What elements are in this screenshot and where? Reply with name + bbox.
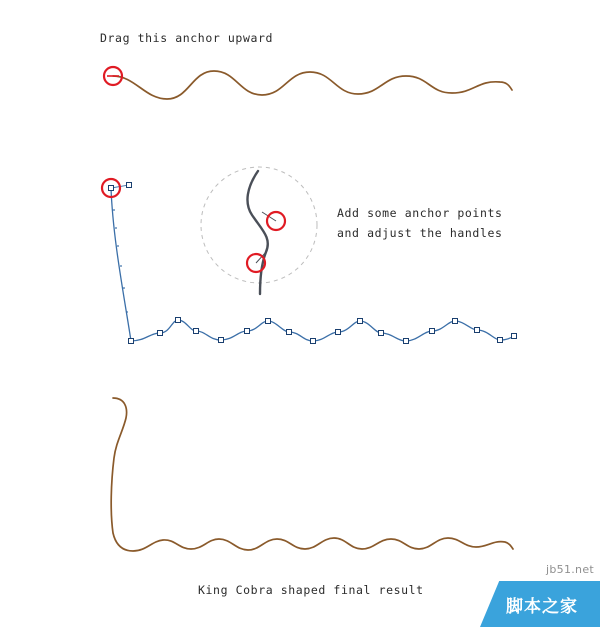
- anchor-marker-1[interactable]: [104, 67, 122, 85]
- selected-path-neck: [111, 188, 131, 341]
- selected-path-body: [131, 320, 514, 341]
- anchor-marker-4[interactable]: [247, 254, 265, 272]
- handle-line-top[interactable]: [111, 185, 129, 188]
- wavy-line-path: [113, 71, 512, 99]
- dashed-zoom-circle: [201, 167, 317, 283]
- handle-dot-top[interactable]: [127, 183, 132, 188]
- final-result-path: [111, 398, 513, 551]
- watermark-text: 脚本之家: [506, 597, 578, 617]
- figure-wavy-line: [104, 67, 512, 99]
- figure-detail-inset: [201, 167, 317, 294]
- detail-curve: [247, 171, 267, 294]
- instruction-label-middle-line1: Add some anchor points: [337, 206, 503, 220]
- watermark-url: jb51.net: [546, 563, 594, 576]
- path-segment-dots: [113, 209, 128, 313]
- instruction-label-bottom: King Cobra shaped final result: [198, 583, 424, 597]
- watermark: [480, 563, 600, 627]
- anchor-marker-3[interactable]: [267, 212, 285, 230]
- figure-final-result: [111, 398, 513, 551]
- detail-handle-line-upper[interactable]: [262, 212, 276, 221]
- detail-handle-line-lower[interactable]: [256, 252, 266, 263]
- instruction-label-middle-line2: and adjust the handles: [337, 226, 503, 240]
- instruction-label-top: Drag this anchor upward: [100, 31, 274, 45]
- anchor-marker-2[interactable]: [102, 179, 120, 197]
